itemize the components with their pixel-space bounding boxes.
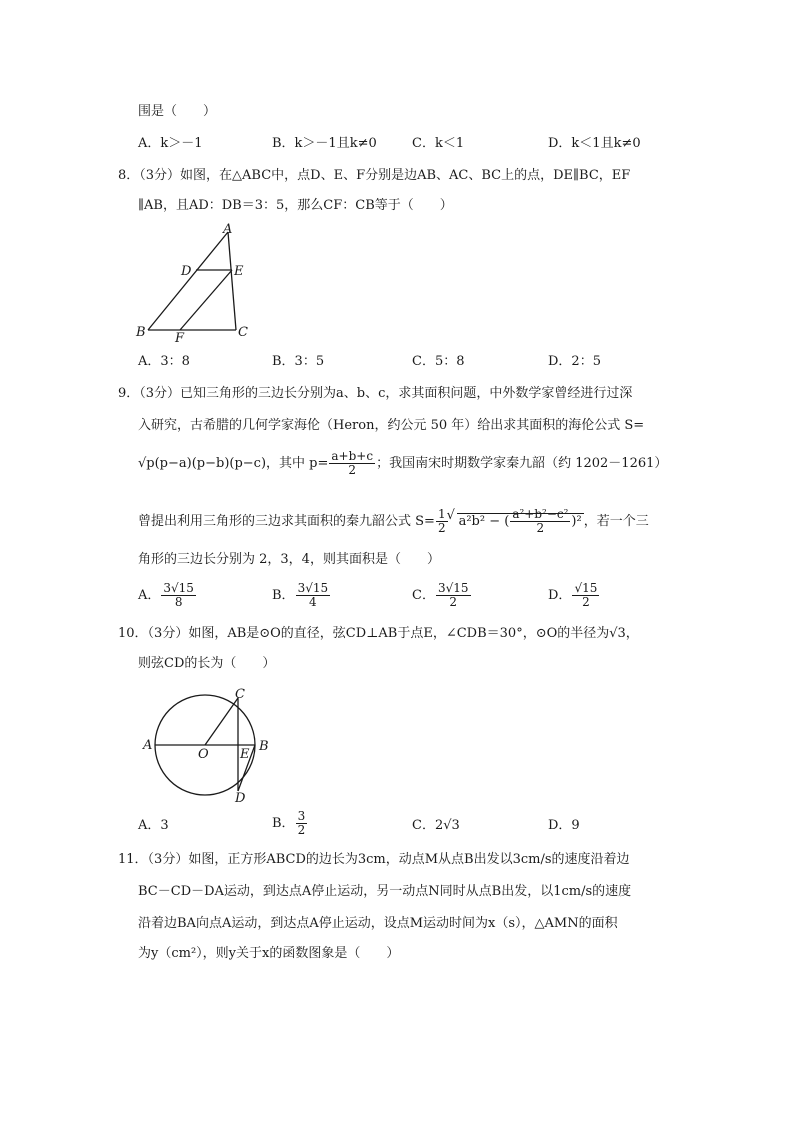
q10-stem-line2: 则弦CD的长为（ ）	[138, 656, 276, 671]
q9-stem-line3	[138, 450, 667, 477]
q10-option-c: C．2√3	[412, 818, 460, 833]
q9-option-d: D． $\frac{√15}{2}$	[548, 581, 598, 609]
q10-label-d: D	[235, 791, 246, 804]
q7-stem-tail: 围是（ ）	[138, 104, 217, 119]
p-numerator: a+b+c	[331, 449, 374, 463]
q9-line4-tail: ，若一个三	[583, 514, 649, 529]
q8-label-f: F	[175, 331, 185, 345]
q8-label-b: B	[136, 325, 146, 340]
q8-stem-line1: 8．（3分）如图，在△ABC中，点D、E、F分别是边AB、AC、BC上的点，DE∥BC，EF	[118, 168, 631, 183]
q11-stem-line4: 为y（cm²），则y关于x的函数图象是（ ）	[138, 946, 400, 961]
q8-option-d: D．2：5	[548, 354, 601, 369]
q9-line3-tail: ；我国南宋时期数学家秦九韶（约 1202－1261）	[376, 456, 668, 471]
q11-stem-line3: 沿着边BA向点A运动，到达点A停止运动，设点M运动时间为x（s），△AMN的面积	[138, 916, 618, 931]
q10-label-a: A	[143, 738, 153, 753]
q9-stem-line2: 入研究，古希腊的几何学家海伦（Heron，约公元 50 年）给出求其面积的海伦公式 S=	[138, 418, 645, 433]
qin-inner-num: a²+b²−c²	[512, 507, 569, 521]
q8-stem-line2: ∥AB，且AD：DB＝3：5，那么CF：CB等于（ ）	[138, 198, 453, 213]
qin-inner-frac	[510, 508, 570, 535]
qin-inner-den: 2	[536, 521, 545, 535]
q9-option-c: C． $\frac{3√15}{2}$	[412, 581, 469, 609]
q11-stem-line2: BC－CD－DA运动，到达点A停止运动，另一动点N同时从点B出发，以1cm/s的速度	[138, 884, 632, 899]
q7-option-d: D．k＜1且k≠0	[548, 136, 641, 151]
p-denominator: 2	[348, 463, 357, 477]
q7-option-b: B．k＞－1且k≠0	[272, 136, 377, 151]
q9-stem-line1: 9．（3分）已知三角形的三边长分别为a、b、c，求其面积问题，中外数学家曾经进行过深	[118, 386, 633, 401]
q10-option-a: A．3	[138, 818, 169, 833]
heron-formula: √p(p−a)(p−b)(p−c)	[138, 456, 267, 471]
p-fraction	[329, 450, 375, 477]
q8-option-c: C．5：8	[412, 354, 465, 369]
qin-b: )²	[571, 514, 582, 529]
q7-option-a: A．k＞－1	[138, 136, 203, 151]
q8-triangle-figure	[130, 220, 260, 345]
q9-stem-line5: 角形的三边长分别为 2，3，4，则其面积是（ ）	[138, 552, 440, 567]
q8-label-c: C	[238, 325, 248, 340]
q7-option-c: C．k＜1	[412, 136, 465, 151]
q9-line3-mid: ，其中 p=	[266, 456, 329, 471]
q9-option-b: B． $\frac{3√15}{4}$	[272, 581, 329, 609]
qin-half-num: 1	[437, 507, 446, 521]
q11-stem-line1: 11．（3分）如图，正方形ABCD的边长为3cm，动点M从点B出发以3cm/s的速度沿着边	[118, 852, 630, 867]
q9-option-a: A． $\frac{3√15}{8}$	[138, 581, 194, 609]
q8-option-a: A．3：8	[138, 354, 190, 369]
q9-line4-head: 曾提出利用三角形的三边求其面积的秦九韶公式 S=	[138, 514, 435, 529]
q10-circle-figure	[140, 686, 280, 804]
q10-label-e: E	[240, 747, 250, 762]
q9-stem-line4	[138, 508, 649, 535]
q8-label-e: E	[234, 264, 244, 279]
q10-option-b: B． $\frac{3}{2}$	[272, 809, 306, 837]
q8-label-a: A	[223, 222, 233, 237]
q10-label-b: B	[259, 739, 269, 754]
q10-label-o: O	[198, 747, 209, 762]
q10-stem-line1: 10．（3分）如图，AB是⊙O的直径，弦CD⊥AB于点E，∠CDB＝30°，⊙O的半径为√3，	[118, 626, 639, 641]
qin-a: a²b² − (	[458, 514, 510, 529]
q8-option-b: B．3：5	[272, 354, 325, 369]
q8-label-d: D	[181, 264, 192, 279]
q10-label-c: C	[235, 687, 245, 702]
qin-half-den: 2	[437, 521, 446, 535]
qin-formula-root	[449, 508, 584, 535]
q10-option-d: D．9	[548, 818, 580, 833]
